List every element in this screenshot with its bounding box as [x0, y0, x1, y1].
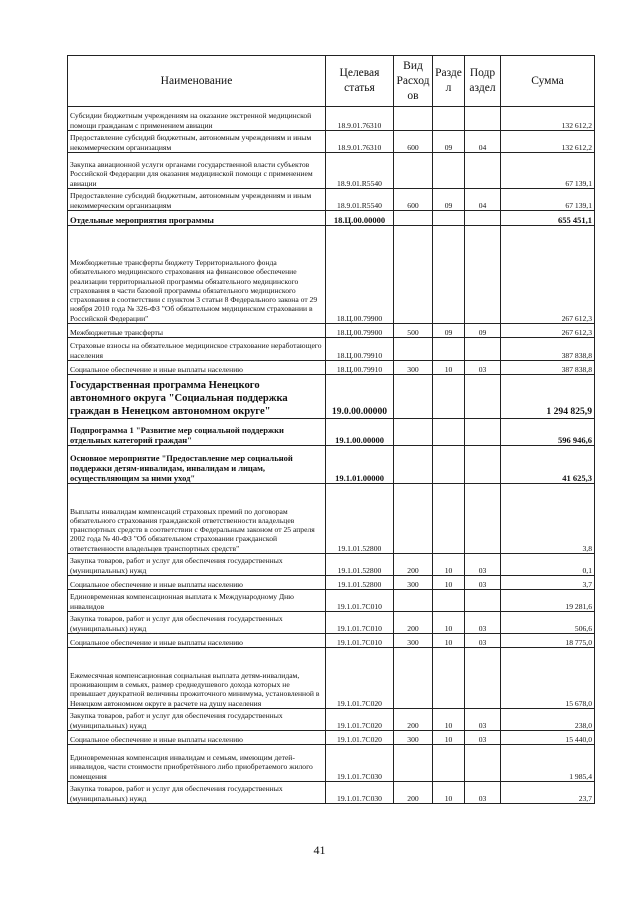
cell-section — [433, 590, 465, 612]
cell-name: Предоставление субсидий бюджетным, автономным учреждениям и иным некоммерческим организациям — [68, 189, 326, 211]
cell-target-code: 18.Ц.00.00000 — [326, 211, 394, 226]
cell-name: Социальное обеспечение и иные выплаты населению — [68, 634, 326, 648]
cell-sum: 67 139,1 — [501, 153, 595, 189]
cell-expense-type — [394, 446, 433, 484]
cell-sum: 655 451,1 — [501, 211, 595, 226]
header-section: Разде л — [433, 56, 465, 107]
cell-sum: 67 139,1 — [501, 189, 595, 211]
cell-sum: 387 838,8 — [501, 361, 595, 375]
cell-expense-type — [394, 338, 433, 361]
cell-expense-type — [394, 484, 433, 554]
cell-target-code: 18.9.01.R5540 — [326, 189, 394, 211]
table-row — [68, 731, 595, 745]
table-row — [68, 375, 595, 419]
cell-target-code: 19.1.01.7С020 — [326, 648, 394, 709]
cell-section — [433, 226, 465, 324]
table-row — [68, 634, 595, 648]
cell-name: Единовременная компенсация инвалидам и семьям, имеющим детей-инвалидов, части стоимости приобретённого либо приобретаемого жилого помещения — [68, 745, 326, 782]
cell-sum: 19 281,6 — [501, 590, 595, 612]
cell-section — [433, 107, 465, 131]
cell-target-code: 18.Ц.00.79910 — [326, 361, 394, 375]
cell-name: Основное мероприятие "Предоставление мер социальной поддержки детям-инвалидам, инвалидам и лицам, осуществляющим за ними уход" — [68, 446, 326, 484]
cell-sum: 15 678,0 — [501, 648, 595, 709]
table-row — [68, 153, 595, 189]
cell-expense-type: 300 — [394, 361, 433, 375]
table-row — [68, 484, 595, 554]
cell-name: Социальное обеспечение и иные выплаты населению — [68, 361, 326, 375]
cell-section: 10 — [433, 731, 465, 745]
table-row — [68, 107, 595, 131]
cell-section: 10 — [433, 782, 465, 804]
cell-sum: 15 440,0 — [501, 731, 595, 745]
cell-expense-type — [394, 153, 433, 189]
cell-section: 09 — [433, 189, 465, 211]
cell-expense-type: 300 — [394, 731, 433, 745]
header-subsection: Подр аздел — [465, 56, 501, 107]
cell-subsection — [465, 648, 501, 709]
cell-sum: 0,1 — [501, 554, 595, 576]
cell-target-code: 19.1.01.7С010 — [326, 590, 394, 612]
cell-subsection — [465, 484, 501, 554]
cell-sum: 506,6 — [501, 612, 595, 634]
cell-section — [433, 419, 465, 446]
cell-name: Ежемесячная компенсационная социальная выплата детям-инвалидам, проживающим в семьях, размер среднедушевого дохода которых не превышает двукратной величины прожиточного минимума, установленной в Ненецком автономном округе в расчете на душу населения — [68, 648, 326, 709]
cell-subsection: 03 — [465, 554, 501, 576]
cell-target-code: 18.9.01.R5540 — [326, 153, 394, 189]
header-name: Наименование — [68, 56, 326, 107]
cell-subsection: 03 — [465, 634, 501, 648]
cell-name: Закупка товаров, работ и услуг для обеспечения государственных (муниципальных) нужд — [68, 782, 326, 804]
cell-sum: 3,7 — [501, 576, 595, 590]
cell-expense-type — [394, 745, 433, 782]
header-target: Целевая статья — [326, 56, 394, 107]
cell-target-code: 19.1.01.7С020 — [326, 731, 394, 745]
cell-sum: 23,7 — [501, 782, 595, 804]
table-row — [68, 211, 595, 226]
cell-name: Закупка товаров, работ и услуг для обеспечения государственных (муниципальных) нужд — [68, 612, 326, 634]
table-row — [68, 709, 595, 731]
cell-section — [433, 375, 465, 419]
table-row — [68, 131, 595, 153]
table-row — [68, 338, 595, 361]
cell-sum: 18 775,0 — [501, 634, 595, 648]
cell-sum: 267 612,3 — [501, 226, 595, 324]
cell-expense-type: 300 — [394, 576, 433, 590]
table-row — [68, 419, 595, 446]
cell-expense-type: 300 — [394, 634, 433, 648]
cell-subsection — [465, 446, 501, 484]
cell-name: Подпрограмма 1 "Развитие мер социальной поддержки отдельных категорий граждан" — [68, 419, 326, 446]
cell-target-code: 19.1.01.7С010 — [326, 612, 394, 634]
cell-sum: 1 294 825,9 — [501, 375, 595, 419]
cell-name: Закупка товаров, работ и услуг для обеспечения государственных (муниципальных) нужд — [68, 709, 326, 731]
cell-target-code: 19.0.00.00000 — [326, 375, 394, 419]
cell-subsection — [465, 211, 501, 226]
cell-section — [433, 745, 465, 782]
cell-name: Закупка товаров, работ и услуг для обеспечения государственных (муниципальных) нужд — [68, 554, 326, 576]
cell-expense-type — [394, 419, 433, 446]
cell-expense-type: 600 — [394, 189, 433, 211]
cell-sum: 132 612,2 — [501, 131, 595, 153]
table-row — [68, 324, 595, 338]
cell-section — [433, 446, 465, 484]
header-type: Вид Расход ов — [394, 56, 433, 107]
cell-section: 10 — [433, 361, 465, 375]
cell-sum: 41 625,3 — [501, 446, 595, 484]
cell-expense-type — [394, 211, 433, 226]
cell-expense-type — [394, 226, 433, 324]
cell-subsection — [465, 338, 501, 361]
header-sum: Сумма — [501, 56, 595, 107]
cell-expense-type: 200 — [394, 612, 433, 634]
cell-subsection: 09 — [465, 324, 501, 338]
table-row — [68, 361, 595, 375]
cell-name: Отдельные мероприятия программы — [68, 211, 326, 226]
cell-subsection: 03 — [465, 709, 501, 731]
cell-subsection: 03 — [465, 576, 501, 590]
cell-section: 10 — [433, 576, 465, 590]
cell-name: Субсидии бюджетным учреждениям на оказание экстренной медицинской помощи гражданам с применением авиации — [68, 107, 326, 131]
cell-section: 09 — [433, 131, 465, 153]
cell-sum: 3,8 — [501, 484, 595, 554]
cell-target-code: 19.1.01.7С020 — [326, 709, 394, 731]
cell-sum: 238,0 — [501, 709, 595, 731]
budget-table — [67, 55, 595, 804]
cell-target-code: 18.Ц.00.79900 — [326, 226, 394, 324]
cell-subsection — [465, 153, 501, 189]
table-row — [68, 590, 595, 612]
cell-subsection: 03 — [465, 361, 501, 375]
page-number: 41 — [313, 843, 326, 857]
cell-target-code: 19.1.01.00000 — [326, 446, 394, 484]
cell-target-code: 18.Ц.00.79910 — [326, 338, 394, 361]
table-row — [68, 782, 595, 804]
table-row — [68, 745, 595, 782]
cell-target-code: 19.1.01.52800 — [326, 484, 394, 554]
cell-subsection — [465, 419, 501, 446]
cell-subsection — [465, 590, 501, 612]
cell-name: Предоставление субсидий бюджетным, автономным учреждениям и иным некоммерческим организациям — [68, 131, 326, 153]
cell-expense-type: 600 — [394, 131, 433, 153]
cell-sum: 267 612,3 — [501, 324, 595, 338]
cell-section: 10 — [433, 554, 465, 576]
cell-section — [433, 338, 465, 361]
table-body — [68, 107, 595, 804]
cell-section: 10 — [433, 709, 465, 731]
cell-expense-type — [394, 648, 433, 709]
cell-target-code: 18.9.01.76310 — [326, 131, 394, 153]
table-row — [68, 648, 595, 709]
cell-expense-type — [394, 590, 433, 612]
cell-name: Социальное обеспечение и иные выплаты населению — [68, 731, 326, 745]
cell-sum: 596 946,6 — [501, 419, 595, 446]
cell-section — [433, 211, 465, 226]
cell-target-code: 19.1.01.7С030 — [326, 745, 394, 782]
table-row — [68, 612, 595, 634]
cell-subsection: 03 — [465, 782, 501, 804]
cell-subsection — [465, 107, 501, 131]
cell-name: Межбюджетные трансферты — [68, 324, 326, 338]
cell-target-code: 19.1.01.52800 — [326, 554, 394, 576]
cell-subsection — [465, 226, 501, 324]
cell-target-code: 18.9.01.76310 — [326, 107, 394, 131]
cell-subsection — [465, 745, 501, 782]
cell-expense-type: 200 — [394, 709, 433, 731]
cell-sum: 1 985,4 — [501, 745, 595, 782]
cell-target-code: 19.1.01.52800 — [326, 576, 394, 590]
cell-name: Единовременная компенсационная выплата к Международному Дню инвалидов — [68, 590, 326, 612]
cell-section — [433, 153, 465, 189]
cell-expense-type: 200 — [394, 554, 433, 576]
table-row — [68, 446, 595, 484]
cell-name: Выплаты инвалидам компенсаций страховых премий по договорам обязательного страхования гражданской ответственности владельцев транспортных средств в соответствии с Федеральным законом от 25 апреля 2002 года № 40-ФЗ "Об обязательном страховании гражданской ответственности владельцев транспортных средств" — [68, 484, 326, 554]
cell-section: 10 — [433, 612, 465, 634]
cell-subsection: 04 — [465, 131, 501, 153]
cell-section: 09 — [433, 324, 465, 338]
cell-subsection: 03 — [465, 731, 501, 745]
cell-expense-type — [394, 375, 433, 419]
table-row — [68, 554, 595, 576]
cell-subsection — [465, 375, 501, 419]
cell-expense-type: 500 — [394, 324, 433, 338]
cell-sum: 132 612,2 — [501, 107, 595, 131]
cell-target-code: 18.Ц.00.79900 — [326, 324, 394, 338]
table-header-row — [68, 56, 595, 107]
cell-section: 10 — [433, 634, 465, 648]
cell-name: Государственная программа Ненецкого автономного округа "Социальная поддержка граждан в Ненецком автономном округе" — [68, 375, 326, 419]
cell-expense-type: 200 — [394, 782, 433, 804]
cell-target-code: 19.1.01.7С010 — [326, 634, 394, 648]
cell-name: Страховые взносы на обязательное медицинское страхование неработающего населения — [68, 338, 326, 361]
cell-expense-type — [394, 107, 433, 131]
table-row — [68, 576, 595, 590]
cell-subsection: 03 — [465, 612, 501, 634]
cell-section — [433, 648, 465, 709]
table-row — [68, 226, 595, 324]
cell-section — [433, 484, 465, 554]
cell-target-code: 19.1.01.7С030 — [326, 782, 394, 804]
table-row — [68, 189, 595, 211]
cell-name: Межбюджетные трансферты бюджету Территориального фонда обязательного медицинского страхования на финансовое обеспечение реализации территориальной программы обязательного медицинского страхования в части базовой программы обязательного медицинского страхования в соответствии с пунктом 3 статьи 8 Федерального закона от 29 ноября 2010 года № 326-ФЗ "Об обязательном медицинском страховании в Российской Федерации" — [68, 226, 326, 324]
cell-name: Социальное обеспечение и иные выплаты населению — [68, 576, 326, 590]
cell-sum: 387 838,8 — [501, 338, 595, 361]
cell-target-code: 19.1.00.00000 — [326, 419, 394, 446]
cell-name: Закупка авиационной услуги органами государственной власти субъектов Российской Федерации для оказания медицинской помощи с применением авиации — [68, 153, 326, 189]
cell-subsection: 04 — [465, 189, 501, 211]
